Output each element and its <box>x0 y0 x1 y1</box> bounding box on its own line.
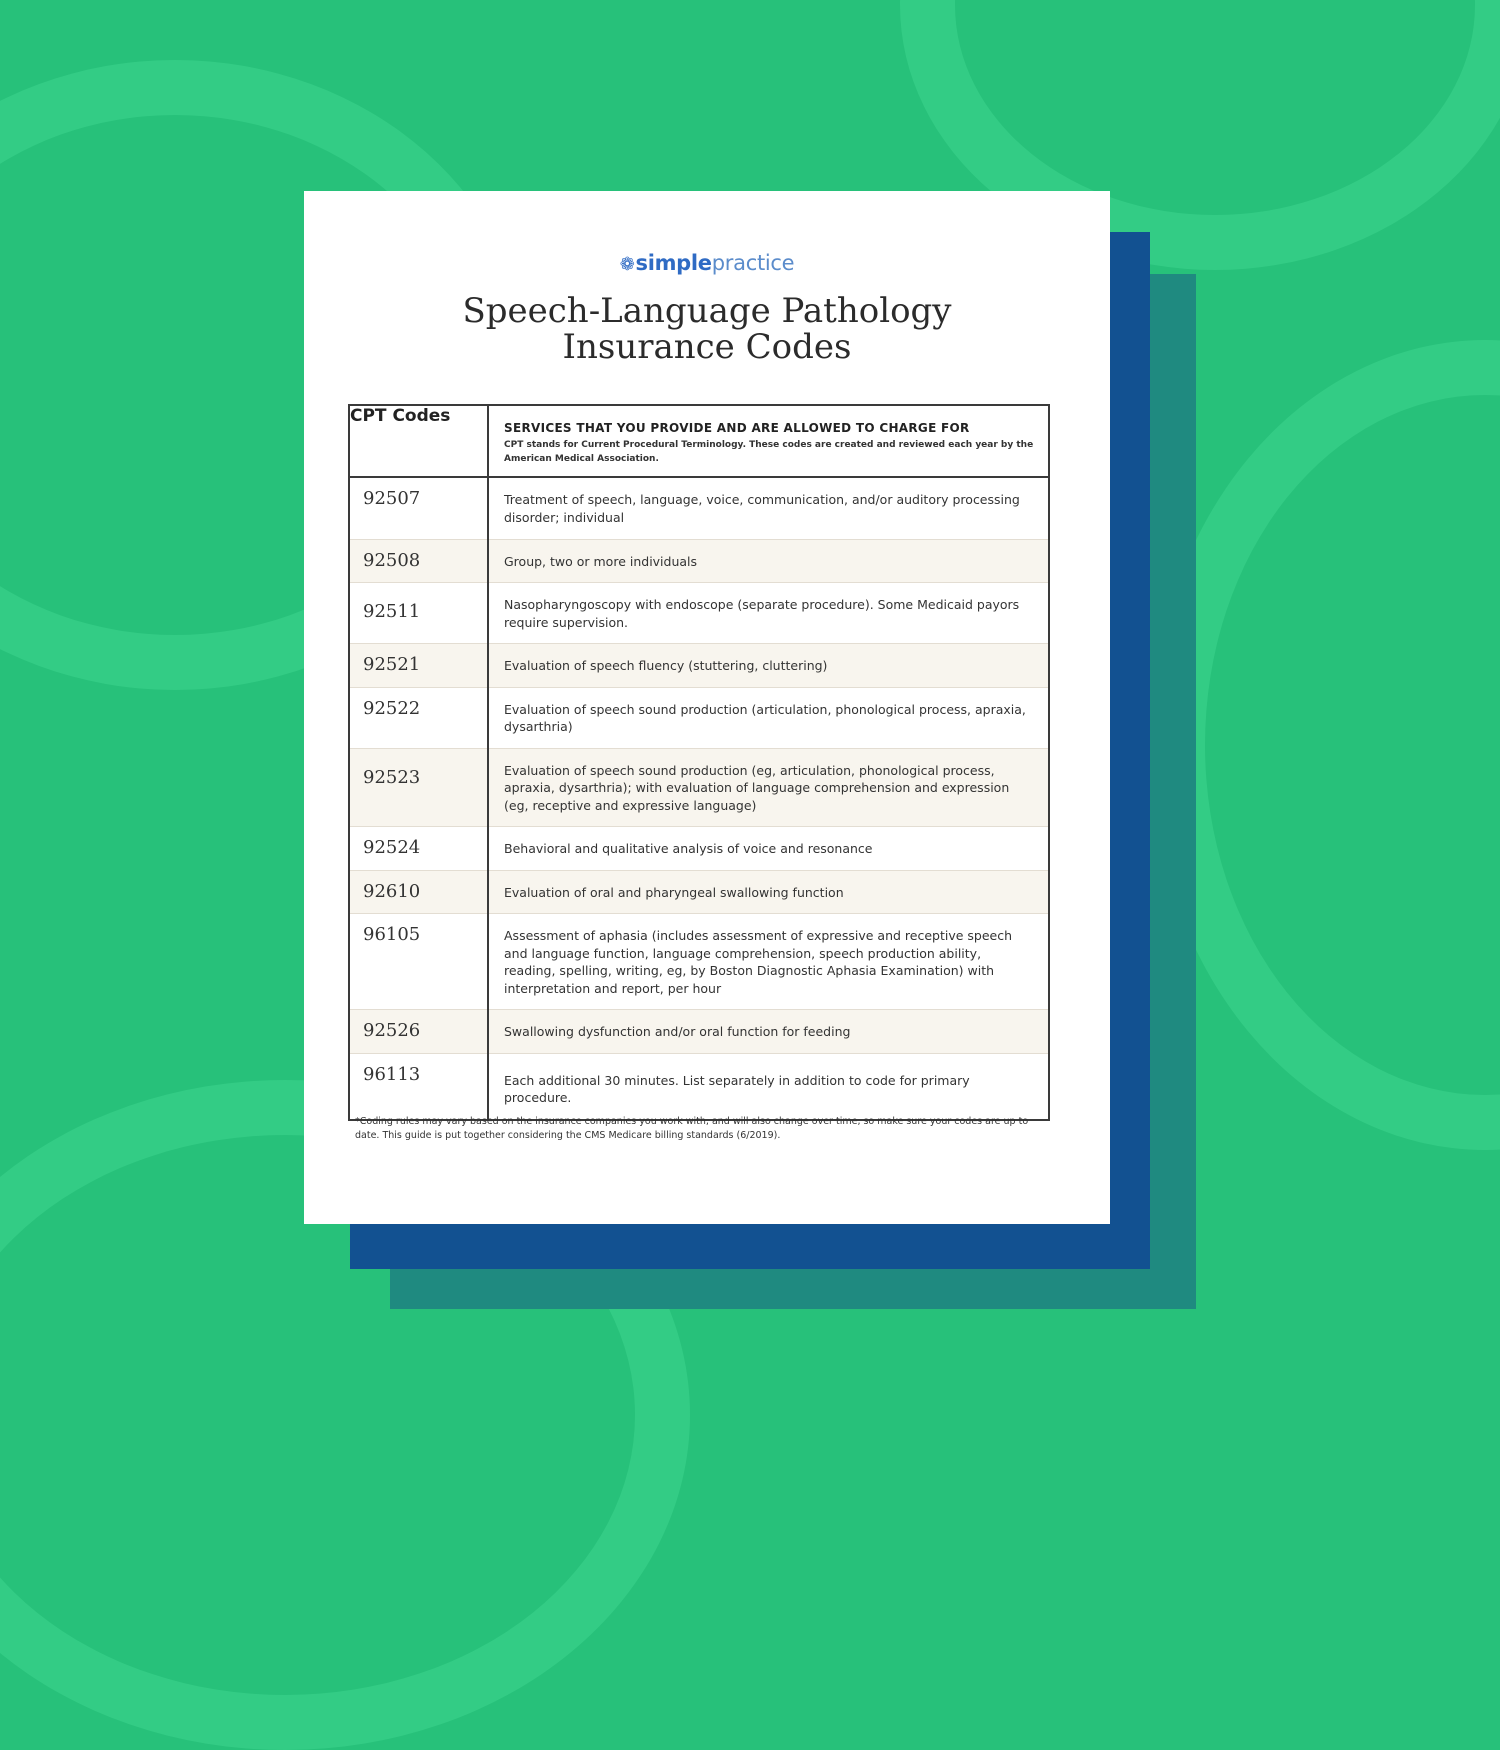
simplepractice-logo <box>304 251 1110 275</box>
table-row <box>349 748 1049 827</box>
table-row <box>349 583 1049 644</box>
cpt-code: 92526 <box>349 1010 488 1054</box>
table-row <box>349 870 1049 914</box>
document-page <box>304 191 1110 1224</box>
title-line-2: Insurance Codes <box>562 327 852 367</box>
cpt-code: 92511 <box>349 583 488 644</box>
table-row <box>349 539 1049 583</box>
footnote: *Coding rules may vary based on the insurance companies you work with, and will also change over time, so make sure your codes are up to date. This guide is put together considering the CMS Medicare billing standards (6/2019). <box>355 1116 1029 1141</box>
page-title <box>304 293 1110 365</box>
butterfly-icon: ❁ <box>619 254 635 275</box>
service-description: Treatment of speech, language, voice, communication, and/or auditory processing disorder; individual <box>488 477 1049 539</box>
service-description: Each additional 30 minutes. List separately in addition to code for primary procedure. <box>488 1053 1049 1120</box>
table-row <box>349 1010 1049 1054</box>
service-description: Swallowing dysfunction and/or oral function for feeding <box>488 1010 1049 1054</box>
table-row <box>349 644 1049 688</box>
header-services-title: SERVICES THAT YOU PROVIDE AND ARE ALLOWED TO CHARGE FOR <box>504 421 970 435</box>
table-row <box>349 477 1049 539</box>
table-row <box>349 687 1049 748</box>
table-header-row <box>349 405 1049 477</box>
table-row <box>349 914 1049 1010</box>
cpt-code: 92610 <box>349 870 488 914</box>
cpt-code: 92524 <box>349 827 488 871</box>
table-row <box>349 827 1049 871</box>
service-description: Behavioral and qualitative analysis of voice and resonance <box>488 827 1049 871</box>
header-services <box>488 405 1049 477</box>
header-cpt-codes: CPT Codes <box>349 405 488 477</box>
logo-text-suffix: practice <box>711 251 795 275</box>
table-row <box>349 1053 1049 1120</box>
title-line-1: Speech-Language Pathology <box>462 291 952 331</box>
cpt-code: 96113 <box>349 1053 488 1120</box>
service-description: Evaluation of speech fluency (stuttering, cluttering) <box>488 644 1049 688</box>
header-services-note: CPT stands for Current Procedural Terminology. These codes are created and reviewed each year by the American Medical Association. <box>504 440 1034 464</box>
cpt-codes-table <box>348 404 1050 1121</box>
cpt-code: 92508 <box>349 539 488 583</box>
cpt-code: 92507 <box>349 477 488 539</box>
service-description: Nasopharyngoscopy with endoscope (separate procedure). Some Medicaid payors require supervision. <box>488 583 1049 644</box>
cpt-code: 92521 <box>349 644 488 688</box>
cpt-code: 92522 <box>349 687 488 748</box>
service-description: Assessment of aphasia (includes assessment of expressive and receptive speech and language function, language comprehension, speech production ability, reading, spelling, writing, eg, by Boston Diagnostic Aphasia Examination) with interpretation and report, per hour <box>488 914 1049 1010</box>
service-description: Evaluation of speech sound production (eg, articulation, phonological process, apraxia, dysarthria); with evaluation of language comprehension and expression (eg, receptive and expressive language) <box>488 748 1049 827</box>
cpt-code: 96105 <box>349 914 488 1010</box>
logo-text-prefix: simple <box>635 251 712 275</box>
service-description: Group, two or more individuals <box>488 539 1049 583</box>
background-swirl <box>1150 340 1500 1150</box>
service-description: Evaluation of speech sound production (articulation, phonological process, apraxia, dysarthria) <box>488 687 1049 748</box>
cpt-code: 92523 <box>349 748 488 827</box>
service-description: Evaluation of oral and pharyngeal swallowing function <box>488 870 1049 914</box>
